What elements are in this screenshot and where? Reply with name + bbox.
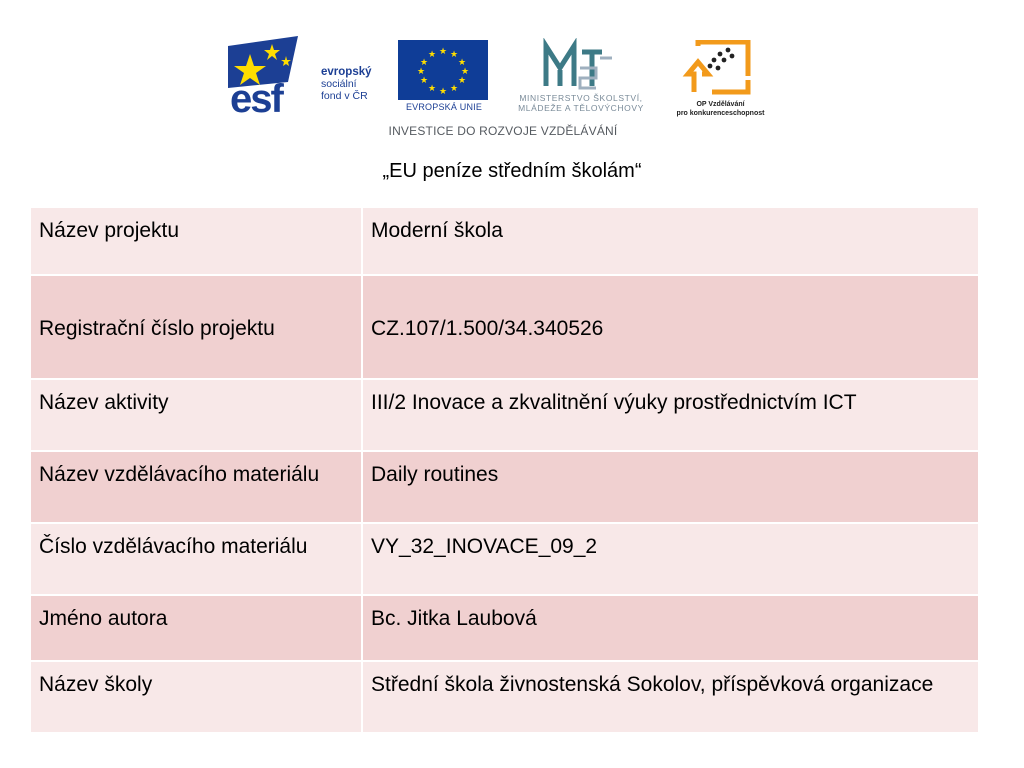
op-line2: pro konkurenceschopnost	[676, 110, 765, 117]
svg-text:★: ★	[457, 58, 467, 68]
svg-text:esf: esf	[230, 77, 282, 116]
row-value: Bc. Jitka Laubová	[362, 595, 979, 661]
msmt-emblem-icon	[496, 38, 666, 93]
msmt-line2: MLÁDEŽE A TĚLOVÝCHOVY	[518, 103, 644, 113]
op-logo	[668, 40, 773, 125]
eu-logo	[396, 40, 492, 120]
msmt-logo	[496, 38, 666, 128]
op-line1: OP Vzdělávání	[696, 101, 745, 108]
esf-logo	[228, 36, 393, 116]
svg-text:★: ★	[427, 84, 437, 94]
svg-text:★: ★	[419, 58, 429, 68]
svg-text:★: ★	[416, 67, 426, 77]
logo-banner	[228, 36, 773, 146]
table-row	[30, 207, 979, 275]
table-row	[30, 379, 979, 451]
investice-tagline: INVESTICE DO ROZVOJE VZDĚLÁVÁNÍ	[388, 124, 618, 138]
table-row	[30, 523, 979, 595]
row-value: Daily routines	[362, 451, 979, 523]
esf-emblem-icon	[228, 36, 323, 116]
esf-line3: fond v ČR	[321, 90, 368, 102]
msmt-line1: MINISTERSTVO ŠKOLSTVÍ,	[519, 93, 643, 103]
svg-text:★: ★	[427, 50, 437, 60]
svg-text:★: ★	[438, 87, 448, 97]
esf-line2: sociální	[321, 78, 357, 90]
row-label: Jméno autora	[30, 595, 362, 661]
project-info-table	[29, 206, 980, 734]
row-value: Střední škola živnostenská Sokolov, příspěvková organizace	[362, 661, 979, 733]
esf-wordmark	[321, 66, 372, 102]
row-label: Název vzdělávacího materiálu	[30, 451, 362, 523]
op-emblem-icon	[668, 40, 773, 98]
msmt-name	[496, 93, 666, 113]
table-row	[30, 275, 979, 379]
table-row	[30, 451, 979, 523]
row-label: Název projektu	[30, 207, 362, 275]
row-value: CZ.107/1.500/34.340526	[362, 275, 979, 379]
eu-flag-icon	[398, 40, 488, 100]
page-title: „EU peníze středním školám“	[382, 160, 642, 182]
table-row	[30, 661, 979, 733]
row-value: Moderní škola	[362, 207, 979, 275]
row-value: III/2 Inovace a zkvalitnění výuky prostřednictvím ICT	[362, 379, 979, 451]
svg-text:★: ★	[438, 47, 448, 57]
svg-text:★: ★	[449, 50, 459, 60]
row-label: Název školy	[30, 661, 362, 733]
esf-line1: evropský	[321, 66, 372, 78]
op-label	[668, 100, 773, 118]
table-row	[30, 595, 979, 661]
row-label: Název aktivity	[30, 379, 362, 451]
row-value: VY_32_INOVACE_09_2	[362, 523, 979, 595]
svg-text:★: ★	[449, 84, 459, 94]
svg-text:★: ★	[460, 67, 470, 77]
eu-label: EVROPSKÁ UNIE	[405, 102, 483, 112]
svg-text:★: ★	[457, 76, 467, 86]
row-label: Číslo vzdělávacího materiálu	[30, 523, 362, 595]
row-label: Registrační číslo projektu	[30, 275, 362, 379]
svg-text:★: ★	[419, 76, 429, 86]
